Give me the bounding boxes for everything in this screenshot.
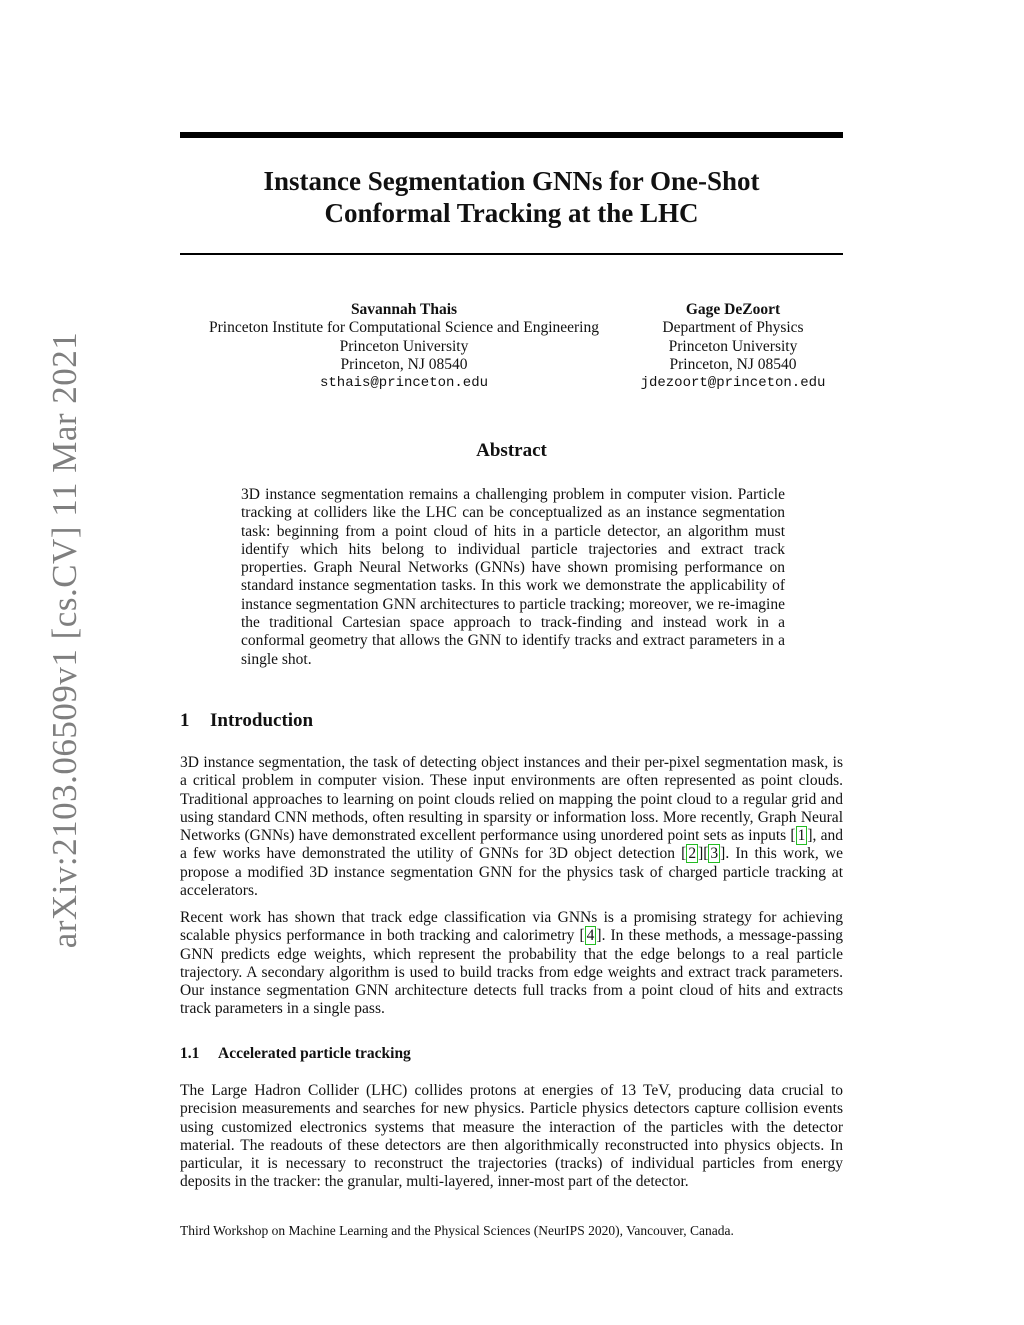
author-affiliation: Department of Physics (662, 319, 804, 337)
subsection-number: 1.1 (180, 1045, 200, 1062)
title-bottom-rule (180, 253, 843, 255)
paragraph-text: ]. In these methods, a message-passing GNN predicts edge weights, which represent the probability that the edge belongs to a real particle trajectory. A secondary algorithm is used to build tracks from edge weights and extract track parameters. Our instance segmentation GNN architecture detects full tracks from a point cloud of hits and extracts track parameters in a single pass. (180, 927, 843, 1018)
author-address: Princeton, NJ 08540 (340, 355, 468, 373)
intro-paragraph-2 (180, 909, 843, 1019)
arxiv-identifier: arXiv:2103.06509v1 [cs.CV] 11 Mar 2021 (45, 331, 84, 949)
section-title: Introduction (210, 710, 314, 731)
subsection-paragraph: The Large Hadron Collider (LHC) collides protons at energies of 13 TeV, producing data crucial to precision measurements and searches for new physics. Particle physics detectors capture collision events using customized electronics systems that measure the interaction of the particles with the detector material. The readouts of these detectors are then algorithmically reconstructed into physics objects. In particular, it is necessary to reconstruct the trajectories (tracks) of individual particles from energy deposits in the tracker: the granular, multi-layered, inner-most part of the detector. (180, 1082, 843, 1191)
citation-link[interactable]: 4 (586, 927, 595, 945)
paper-title (180, 165, 843, 229)
section-heading-introduction (180, 710, 313, 732)
author-affiliation: Princeton Institute for Computational Science and Engineering (209, 319, 599, 337)
author-institution: Princeton University (668, 337, 798, 355)
section-number: 1 (180, 710, 190, 731)
title-top-rule (180, 132, 843, 138)
citation-link[interactable]: 3 (710, 845, 719, 863)
paragraph-text: ]. In this work, we propose a modified 3D instance segmentation GNN for the physics task of charged particle tracking at accelerators. (180, 845, 843, 900)
author-block-1 (190, 301, 618, 392)
author-email[interactable]: jdezoort@princeton.edu (640, 375, 826, 392)
author-email[interactable]: sthais@princeton.edu (319, 375, 489, 392)
author-address: Princeton, NJ 08540 (669, 355, 797, 373)
title-line-2: Conformal Tracking at the LHC (324, 198, 699, 228)
citation-link[interactable]: 1 (797, 827, 806, 845)
author-block-2 (628, 301, 838, 392)
author-institution: Princeton University (339, 337, 469, 355)
subsection-title: Accelerated particle tracking (218, 1045, 411, 1062)
author-name: Gage DeZoort (685, 301, 781, 318)
title-line-1: Instance Segmentation GNNs for One-Shot (263, 166, 760, 196)
citation-link[interactable]: 2 (688, 845, 697, 863)
intro-paragraph-1 (180, 754, 843, 900)
author-name: Savannah Thais (350, 301, 458, 318)
paragraph-text: ][ (698, 845, 709, 863)
paragraph-text: 3D instance segmentation, the task of detecting object instances and their per-pixel segmentation mask, is a critical problem in computer vision. These input environments are often represented as point clouds. Traditional approaches to learning on point clouds relied on mapping the point cloud to a regular grid and using standard CNN methods, often resulting in sparsity or information loss. More recently, Graph Neural Networks (GNNs) have demonstrated excellent performance using unordered point sets as inputs [ (180, 754, 843, 845)
page-footer: Third Workshop on Machine Learning and the Physical Sciences (NeurIPS 2020), Vancouver, Canada. (180, 1223, 734, 1238)
abstract-heading: Abstract (476, 440, 547, 461)
paragraph-text: Recent work has shown that track edge classification via GNNs is a promising strategy for achieving scalable physics performance in both tracking and calorimetry [ (180, 909, 843, 945)
abstract-text: 3D instance segmentation remains a challenging problem in computer vision. Particle tracking at colliders like the LHC can be conceptualized as an instance segmentation task: beginning from a point cloud of hits in a particle detector, an algorithm must identify which hits belong to individual particle trajectories and extract track properties. Graph Neural Networks (GNNs) have shown promising performance on standard instance segmentation tasks. In this work we demonstrate the applicability of instance segmentation GNN architectures to particle tracking; moreover, we re-imagine the traditional Cartesian space approach to track-finding and instead work in a conformal geometry that allows the GNN to identify tracks and extract parameters in a single shot. (241, 486, 785, 668)
paragraph-text: ], and a few works have demonstrated the utility of GNNs for 3D object detection [ (180, 827, 843, 863)
subsection-heading-accelerated-tracking (180, 1045, 411, 1063)
